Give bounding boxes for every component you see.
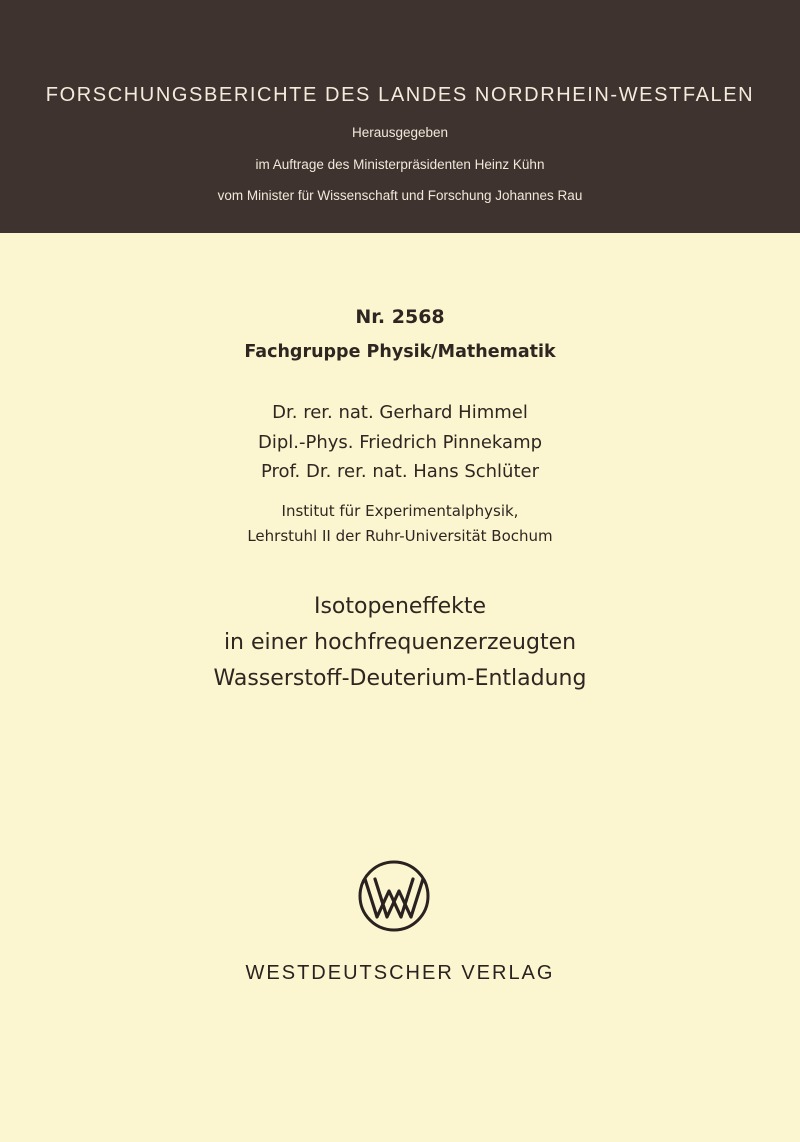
header-band [0, 0, 800, 233]
subject-group: Fachgruppe Physik/Mathematik [244, 342, 556, 362]
author-2: Dipl.-Phys. Friedrich Pinnekamp [257, 432, 543, 453]
editor-line: Herausgegeben [351, 125, 449, 140]
title-line-1: Isotopeneffekte [313, 594, 487, 619]
minister-line: vom Minister für Wissenschaft und Forschung Johannes Rau [217, 188, 583, 203]
title-line-3: Wasserstoff-Deuterium-Entladung [213, 666, 587, 691]
report-number: Nr. 2568 [355, 306, 445, 328]
institute-line-1: Institut für Experimentalphysik, [281, 502, 519, 520]
author-1: Dr. rer. nat. Gerhard Himmel [272, 402, 528, 423]
institute-line-2: Lehrstuhl II der Ruhr-Universität Bochum [247, 527, 553, 545]
commission-line: im Auftrage des Ministerpräsidenten Heinz Kühn [255, 157, 545, 172]
westdeutscher-verlag-ww-logo-icon [357, 859, 431, 933]
publisher-name: WESTDEUTSCHER VERLAG [245, 962, 555, 984]
series-title: FORSCHUNGSBERICHTE DES LANDES NORDRHEIN-WESTFALEN [45, 84, 755, 106]
title-line-2: in einer hochfrequenzerzeugten [223, 630, 577, 655]
author-3: Prof. Dr. rer. nat. Hans Schlüter [260, 461, 540, 482]
